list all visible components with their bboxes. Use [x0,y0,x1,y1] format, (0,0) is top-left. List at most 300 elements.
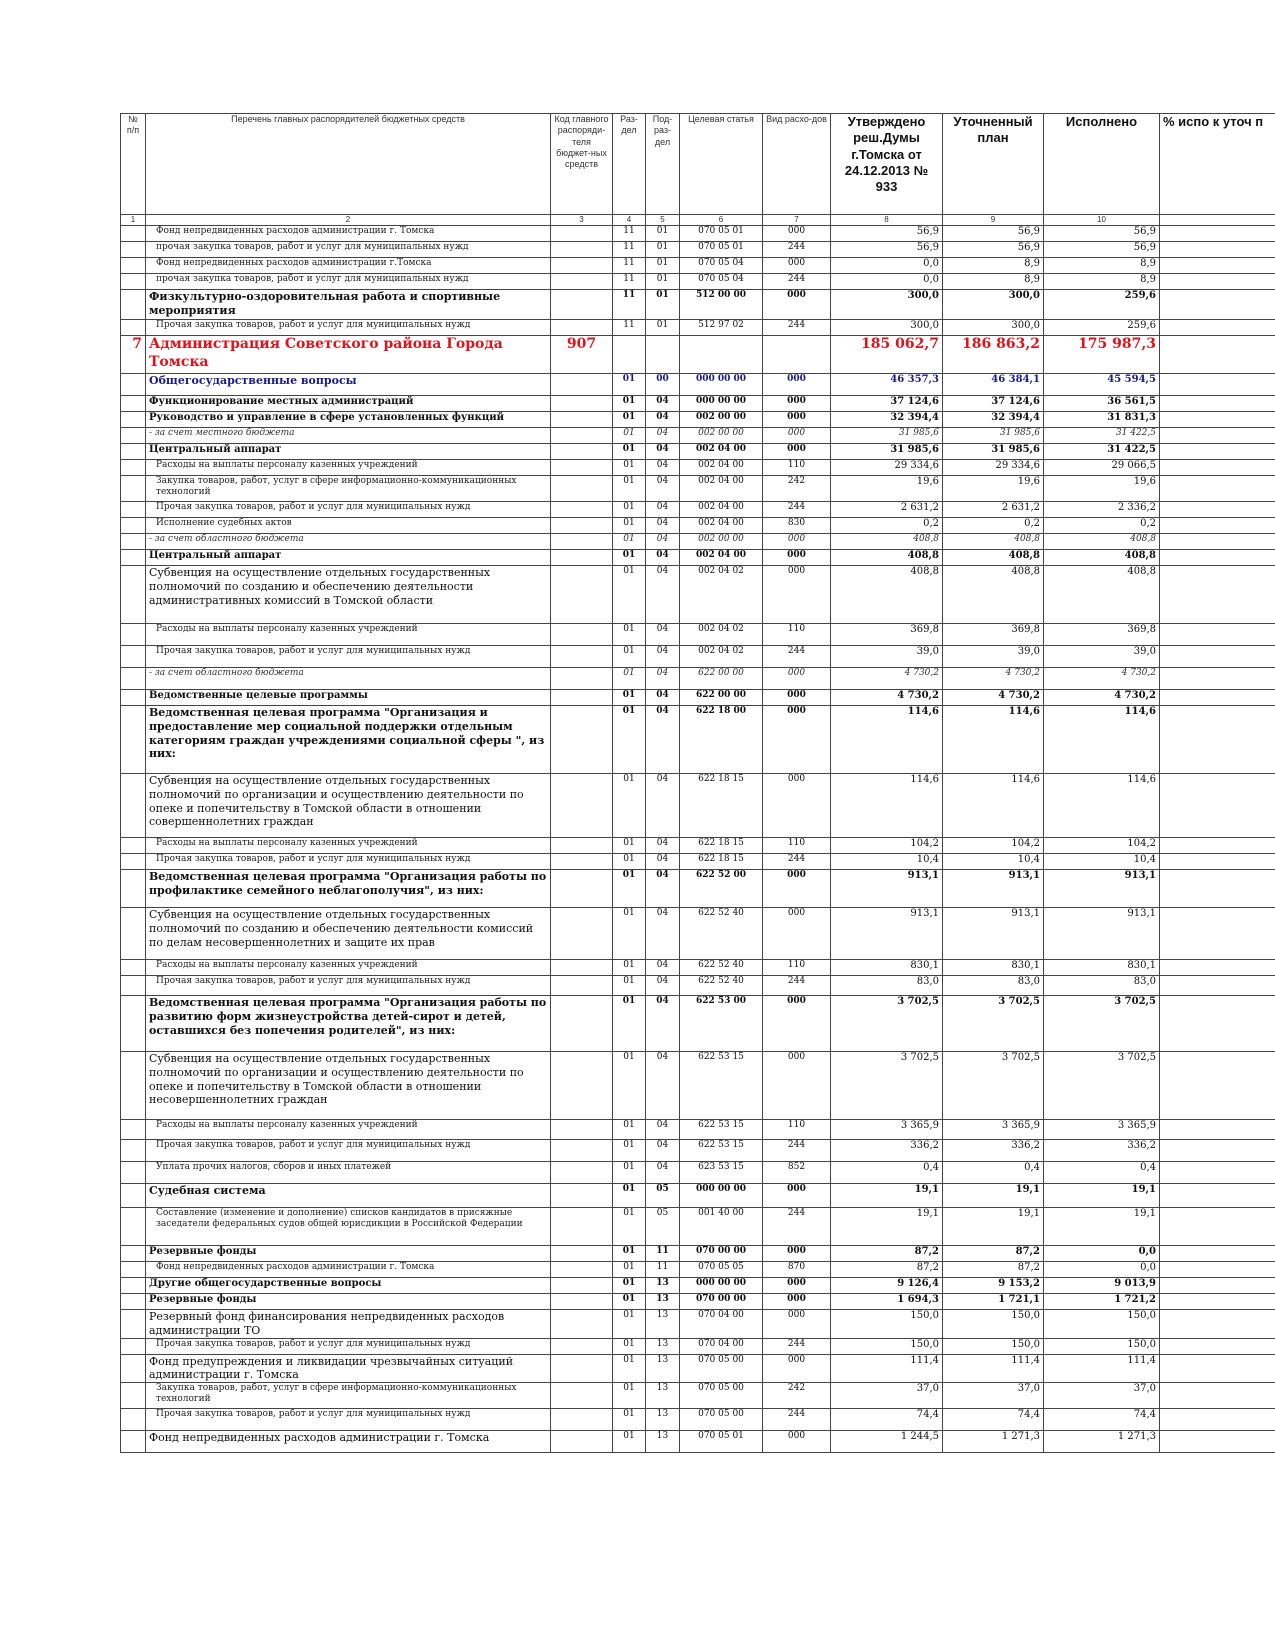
section-cell: 01 [613,646,646,668]
table-row [121,774,1275,838]
refined-plan-cell: 19,1 [943,1208,1044,1246]
column-number: 10 [1044,215,1160,226]
num-cell [121,476,146,502]
section-cell: 01 [613,1431,646,1453]
section-cell: 01 [613,1383,646,1409]
target-article-cell: 002 04 02 [680,566,763,624]
name-cell: Прочая закупка товаров, работ и услуг для муниципальных нужд [146,1409,551,1431]
section-cell: 01 [613,550,646,566]
table-row [121,336,1275,374]
section-cell: 01 [613,1120,646,1140]
section-cell: 11 [613,320,646,336]
refined-plan-cell: 37,0 [943,1383,1044,1409]
approved-cell: 300,0 [831,320,943,336]
target-article-cell: 622 00 00 [680,690,763,706]
num-cell [121,460,146,476]
num-cell [121,518,146,534]
refined-plan-cell: 830,1 [943,960,1044,976]
code-cell [551,476,613,502]
name-cell: Фонд предупреждения и ликвидации чрезвычайных ситуаций администрации г. Томска [146,1354,551,1383]
code-cell [551,1120,613,1140]
expense-type-cell: 000 [763,706,831,774]
num-cell [121,908,146,960]
percent-cell [1160,502,1275,518]
num-cell [121,412,146,428]
target-article-cell: 070 05 01 [680,226,763,242]
section-cell: 01 [613,960,646,976]
executed-cell: 408,8 [1044,534,1160,550]
percent-cell [1160,290,1275,320]
target-article-cell: 002 04 00 [680,518,763,534]
num-cell [121,258,146,274]
refined-plan-cell: 186 863,2 [943,336,1044,374]
approved-cell: 2 631,2 [831,502,943,518]
approved-cell: 408,8 [831,550,943,566]
subsection-cell: 04 [646,518,680,534]
name-cell: Ведомственная целевая программа "Организация работы по профилактике семейного неблагополучия", из них: [146,870,551,908]
name-cell: Прочая закупка товаров, работ и услуг для муниципальных нужд [146,502,551,518]
approved-cell: 1 244,5 [831,1431,943,1453]
subsection-cell: 04 [646,996,680,1052]
refined-plan-cell: 4 730,2 [943,690,1044,706]
name-cell: Общегосударственные вопросы [146,374,551,396]
subsection-cell: 04 [646,444,680,460]
section-cell: 01 [613,518,646,534]
approved-cell: 408,8 [831,566,943,624]
percent-cell [1160,870,1275,908]
approved-cell: 3 365,9 [831,1120,943,1140]
executed-cell: 259,6 [1044,290,1160,320]
expense-type-cell: 000 [763,428,831,444]
target-article-cell: 622 53 15 [680,1052,763,1120]
approved-cell: 56,9 [831,242,943,258]
section-cell: 01 [613,774,646,838]
executed-cell: 114,6 [1044,774,1160,838]
percent-cell [1160,1278,1275,1294]
refined-plan-cell: 2 631,2 [943,502,1044,518]
target-article-cell: 070 05 04 [680,258,763,274]
subsection-cell: 13 [646,1383,680,1409]
refined-plan-cell: 408,8 [943,534,1044,550]
subsection-cell: 11 [646,1262,680,1278]
percent-cell [1160,550,1275,566]
percent-cell [1160,274,1275,290]
section-cell: 11 [613,258,646,274]
percent-cell [1160,476,1275,502]
subsection-cell: 04 [646,428,680,444]
refined-plan-cell: 3 365,9 [943,1120,1044,1140]
num-cell [121,550,146,566]
approved-cell: 83,0 [831,976,943,996]
executed-cell: 3 702,5 [1044,996,1160,1052]
num-cell [121,1184,146,1208]
executed-cell: 0,0 [1044,1246,1160,1262]
num-cell [121,226,146,242]
percent-cell [1160,1338,1275,1354]
approved-cell: 336,2 [831,1140,943,1162]
num-cell [121,396,146,412]
executed-cell: 913,1 [1044,908,1160,960]
subsection-cell: 01 [646,290,680,320]
target-article-cell: 622 53 00 [680,996,763,1052]
subsection-cell: 13 [646,1338,680,1354]
subsection-cell: 01 [646,258,680,274]
code-cell [551,1354,613,1383]
approved-cell: 111,4 [831,1354,943,1383]
code-cell [551,838,613,854]
column-number [1160,215,1275,226]
executed-cell: 19,6 [1044,476,1160,502]
percent-cell [1160,908,1275,960]
code-cell [551,1262,613,1278]
approved-cell: 31 985,6 [831,444,943,460]
approved-cell: 10,4 [831,854,943,870]
executed-cell: 74,4 [1044,1409,1160,1431]
name-cell: Субвенция на осуществление отдельных государственных полномочий по организации и осуществлению деятельности по опеке и попечительству в Томской области в отношении несовершеннолетних граждан [146,1052,551,1120]
subsection-cell: 04 [646,646,680,668]
name-cell: прочая закупка товаров, работ и услуг для муниципальных нужд [146,274,551,290]
num-cell [121,1140,146,1162]
name-cell: - за счет местного бюджета [146,428,551,444]
approved-cell: 29 334,6 [831,460,943,476]
name-cell: Расходы на выплаты персоналу казенных учреждений [146,960,551,976]
executed-cell: 29 066,5 [1044,460,1160,476]
section-cell: 01 [613,502,646,518]
num-cell [121,774,146,838]
num-cell [121,290,146,320]
header-subsection: Под-раз-дел [646,114,680,215]
code-cell [551,1052,613,1120]
refined-plan-cell: 336,2 [943,1140,1044,1162]
num-cell [121,320,146,336]
header-code: Код главного распоряди-теля бюджет-ных средств [551,114,613,215]
table-row [121,996,1275,1052]
target-article-cell: 622 53 15 [680,1140,763,1162]
expense-type-cell: 244 [763,1409,831,1431]
name-cell: Фонд непредвиденных расходов администрации г. Томска [146,226,551,242]
executed-cell: 369,8 [1044,624,1160,646]
percent-cell [1160,1246,1275,1262]
table-row [121,502,1275,518]
code-cell [551,706,613,774]
percent-cell [1160,668,1275,690]
executed-cell: 408,8 [1044,566,1160,624]
expense-type-cell: 000 [763,668,831,690]
target-article-cell: 002 04 00 [680,476,763,502]
executed-cell: 45 594,5 [1044,374,1160,396]
table-row [121,1278,1275,1294]
percent-cell [1160,1383,1275,1409]
subsection-cell: 04 [646,534,680,550]
section-cell: 01 [613,1162,646,1184]
expense-type-cell: 244 [763,854,831,870]
expense-type-cell: 244 [763,320,831,336]
name-cell: Физкультурно-оздоровительная работа и спортивные мероприятия [146,290,551,320]
section-cell: 01 [613,1262,646,1278]
refined-plan-cell: 150,0 [943,1338,1044,1354]
section-cell: 11 [613,290,646,320]
refined-plan-cell: 913,1 [943,908,1044,960]
name-cell: Исполнение судебных актов [146,518,551,534]
executed-cell: 259,6 [1044,320,1160,336]
approved-cell: 31 985,6 [831,428,943,444]
expense-type-cell: 000 [763,1184,831,1208]
percent-cell [1160,428,1275,444]
refined-plan-cell: 913,1 [943,870,1044,908]
num-cell [121,690,146,706]
subsection-cell: 04 [646,412,680,428]
code-cell [551,1246,613,1262]
executed-cell: 39,0 [1044,646,1160,668]
name-cell: Расходы на выплаты персоналу казенных учреждений [146,1120,551,1140]
approved-cell: 19,1 [831,1184,943,1208]
percent-cell [1160,336,1275,374]
target-article-cell: 070 05 00 [680,1354,763,1383]
approved-cell: 3 702,5 [831,1052,943,1120]
column-number: 9 [943,215,1044,226]
refined-plan-cell: 8,9 [943,274,1044,290]
table-row [121,706,1275,774]
code-cell [551,1431,613,1453]
subsection-cell: 04 [646,976,680,996]
subsection-cell: 01 [646,242,680,258]
name-cell: Расходы на выплаты персоналу казенных учреждений [146,838,551,854]
percent-cell [1160,1262,1275,1278]
expense-type-cell: 110 [763,960,831,976]
subsection-cell: 13 [646,1310,680,1339]
section-cell: 01 [613,566,646,624]
name-cell: Закупка товаров, работ, услуг в сфере информационно-коммуникационных технологий [146,1383,551,1409]
code-cell [551,428,613,444]
code-cell [551,1278,613,1294]
refined-plan-cell: 1 271,3 [943,1431,1044,1453]
table-row [121,668,1275,690]
refined-plan-cell: 39,0 [943,646,1044,668]
approved-cell: 39,0 [831,646,943,668]
refined-plan-cell: 56,9 [943,242,1044,258]
executed-cell: 3 702,5 [1044,1052,1160,1120]
code-cell [551,996,613,1052]
section-cell: 01 [613,476,646,502]
table-row [121,550,1275,566]
approved-cell: 87,2 [831,1246,943,1262]
refined-plan-cell: 111,4 [943,1354,1044,1383]
percent-cell [1160,320,1275,336]
name-cell: Расходы на выплаты персоналу казенных учреждений [146,624,551,646]
table-row [121,908,1275,960]
subsection-cell: 04 [646,706,680,774]
name-cell: Центральный аппарат [146,550,551,566]
section-cell: 01 [613,396,646,412]
num-cell [121,996,146,1052]
approved-cell: 4 730,2 [831,668,943,690]
executed-cell: 31 422,5 [1044,444,1160,460]
column-number: 1 [121,215,146,226]
approved-cell: 19,6 [831,476,943,502]
table-row [121,1140,1275,1162]
subsection-cell: 00 [646,374,680,396]
code-cell [551,502,613,518]
target-article-cell: 070 05 01 [680,1431,763,1453]
num-cell [121,1338,146,1354]
subsection-cell: 01 [646,320,680,336]
executed-cell: 83,0 [1044,976,1160,996]
target-article-cell: 002 04 00 [680,550,763,566]
target-article-cell: 623 53 15 [680,1162,763,1184]
table-row [121,854,1275,870]
table-row [121,242,1275,258]
expense-type-cell: 830 [763,518,831,534]
expense-type-cell: 000 [763,290,831,320]
approved-cell: 3 702,5 [831,996,943,1052]
num-cell [121,1409,146,1431]
percent-cell [1160,534,1275,550]
num-cell [121,870,146,908]
subsection-cell: 04 [646,1052,680,1120]
subsection-cell: 04 [646,550,680,566]
expense-type-cell: 000 [763,1052,831,1120]
code-cell [551,1338,613,1354]
code-cell [551,258,613,274]
table-row [121,1354,1275,1383]
table-row [121,476,1275,502]
target-article-cell: 622 18 15 [680,854,763,870]
refined-plan-cell: 83,0 [943,976,1044,996]
target-article-cell: 000 00 00 [680,1278,763,1294]
table-row [121,290,1275,320]
section-cell: 01 [613,444,646,460]
expense-type-cell: 244 [763,274,831,290]
code-cell [551,646,613,668]
table-row [121,646,1275,668]
section-cell: 01 [613,1338,646,1354]
approved-cell: 1 694,3 [831,1294,943,1310]
approved-cell: 408,8 [831,534,943,550]
refined-plan-cell: 31 985,6 [943,428,1044,444]
name-cell: Ведомственная целевая программа "Организация и предоставление мер социальной поддержки отдельным категориям граждан учреждениями социальной сферы ", из них: [146,706,551,774]
code-cell [551,374,613,396]
code-cell [551,908,613,960]
target-article-cell: 070 05 01 [680,242,763,258]
expense-type-cell: 110 [763,1120,831,1140]
executed-cell: 114,6 [1044,706,1160,774]
section-cell: 01 [613,1184,646,1208]
num-cell [121,1431,146,1453]
code-cell [551,460,613,476]
target-article-cell: 002 04 00 [680,444,763,460]
expense-type-cell: 110 [763,838,831,854]
percent-cell [1160,1431,1275,1453]
name-cell: Субвенция на осуществление отдельных государственных полномочий по организации и осуществлению деятельности по опеке и попечительству в Томской области в отношении совершеннолетних граждан [146,774,551,838]
section-cell: 01 [613,976,646,996]
executed-cell: 19,1 [1044,1184,1160,1208]
subsection-cell: 04 [646,838,680,854]
num-cell [121,274,146,290]
code-cell [551,412,613,428]
target-article-cell: 070 05 00 [680,1409,763,1431]
table-row [121,624,1275,646]
num-cell [121,1120,146,1140]
percent-cell [1160,1409,1275,1431]
refined-plan-cell: 56,9 [943,226,1044,242]
percent-cell [1160,1052,1275,1120]
num-cell [121,1310,146,1339]
percent-cell [1160,706,1275,774]
target-article-cell: 512 97 02 [680,320,763,336]
column-number: 6 [680,215,763,226]
num-cell [121,624,146,646]
header-name: Перечень главных распорядителей бюджетных средств [146,114,551,215]
refined-plan-cell: 0,2 [943,518,1044,534]
code-cell [551,274,613,290]
target-article-cell: 622 18 00 [680,706,763,774]
target-article-cell: 622 18 15 [680,774,763,838]
name-cell: Резервные фонды [146,1294,551,1310]
approved-cell: 46 357,3 [831,374,943,396]
section-cell: 01 [613,838,646,854]
target-article-cell: 622 52 40 [680,960,763,976]
num-cell [121,976,146,996]
section-cell: 01 [613,854,646,870]
executed-cell: 36 561,5 [1044,396,1160,412]
expense-type-cell: 110 [763,460,831,476]
code-cell [551,624,613,646]
executed-cell: 0,2 [1044,518,1160,534]
code-cell [551,444,613,460]
refined-plan-cell: 150,0 [943,1310,1044,1339]
table-row [121,534,1275,550]
section-cell: 01 [613,1140,646,1162]
refined-plan-cell: 104,2 [943,838,1044,854]
header-refined-plan: Уточненный план [943,114,1044,215]
subsection-cell: 13 [646,1431,680,1453]
section-cell: 01 [613,1052,646,1120]
code-cell [551,668,613,690]
section-cell: 01 [613,1354,646,1383]
percent-cell [1160,412,1275,428]
subsection-cell: 13 [646,1278,680,1294]
code-cell [551,1310,613,1339]
approved-cell: 185 062,7 [831,336,943,374]
section-cell: 01 [613,428,646,444]
section-cell: 01 [613,1246,646,1262]
table-row [121,566,1275,624]
approved-cell: 0,0 [831,258,943,274]
num-cell [121,1383,146,1409]
column-number: 7 [763,215,831,226]
expense-type-cell [763,336,831,374]
section-cell: 01 [613,374,646,396]
subsection-cell: 04 [646,476,680,502]
column-number: 3 [551,215,613,226]
expense-type-cell: 000 [763,534,831,550]
table-row [121,444,1275,460]
refined-plan-cell: 369,8 [943,624,1044,646]
table-row [121,1246,1275,1262]
name-cell: - за счет областного бюджета [146,534,551,550]
num-cell [121,444,146,460]
percent-cell [1160,854,1275,870]
code-cell [551,518,613,534]
executed-cell: 2 336,2 [1044,502,1160,518]
name-cell: Фонд непредвиденных расходов администрации г. Томска [146,1262,551,1278]
expense-type-cell: 000 [763,1246,831,1262]
code-cell [551,534,613,550]
name-cell: Прочая закупка товаров, работ и услуг для муниципальных нужд [146,646,551,668]
code-cell [551,1162,613,1184]
code-cell [551,320,613,336]
target-article-cell: 622 52 40 [680,908,763,960]
